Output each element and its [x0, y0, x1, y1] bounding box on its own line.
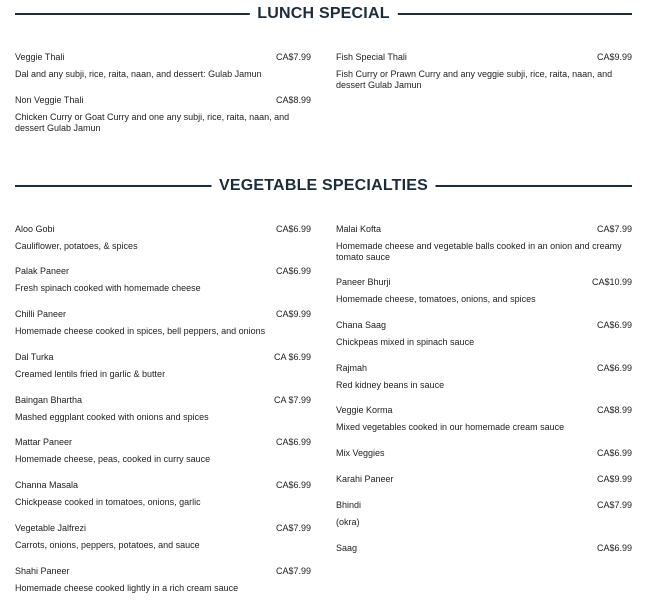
item-name: Karahi Paneer — [336, 474, 394, 484]
menu-item — [336, 543, 632, 554]
item-name: Chana Saag — [336, 320, 387, 330]
menu-item — [15, 437, 311, 465]
item-name: Rajmah — [336, 363, 368, 373]
item-description: Chicken Curry or Goat Curry and one any subji, rice, raita, naan, and dessert Gulab Jamun — [15, 112, 290, 133]
item-price: CA$6.99 — [596, 543, 632, 553]
item-name: Chilli Paneer — [15, 309, 67, 319]
menu-item — [336, 500, 632, 528]
menu-item — [336, 405, 632, 433]
menu-item — [15, 266, 311, 294]
item-name: Aloo Gobi — [15, 224, 55, 234]
item-description: (okra) — [336, 517, 360, 527]
item-name: Saag — [336, 543, 358, 553]
item-description: Cauliflower, potatoes, & spices — [15, 241, 138, 251]
item-price: CA$6.99 — [275, 266, 311, 276]
item-price: CA$6.99 — [596, 363, 632, 373]
item-description: Homemade cheese and vegetable balls cooked in an onion and creamy tomato sauce — [336, 241, 622, 262]
item-name: Vegetable Jalfrezi — [15, 523, 87, 533]
item-description: Dal and any subji, rice, raita, naan, and dessert: Gulab Jamun — [15, 69, 262, 79]
item-name: Palak Paneer — [15, 266, 70, 276]
item-description: Carrots, onions, peppers, potatoes, and sauce — [15, 540, 200, 550]
item-price: CA$9.99 — [596, 474, 632, 484]
item-description: Homemade cheese cooked in spices, bell peppers, and onions — [15, 326, 266, 336]
item-description: Homemade cheese cooked lightly in a rich cream sauce — [15, 583, 239, 593]
item-description: Fish Curry or Prawn Curry and any veggie subji, rice, raita, naan, and dessert Gulab Jamun — [336, 69, 613, 90]
menu-item — [15, 309, 311, 337]
item-price: CA$8.99 — [596, 405, 632, 415]
item-name: Paneer Bhurji — [336, 277, 391, 287]
menu-item — [15, 566, 311, 594]
item-price: CA$6.99 — [275, 480, 311, 490]
item-name: Bhindi — [336, 500, 362, 510]
menu-item — [336, 474, 632, 485]
item-price: CA $7.99 — [273, 395, 311, 405]
item-price: CA$7.99 — [596, 500, 632, 510]
item-name: Malai Kofta — [336, 224, 382, 234]
menu-item — [15, 224, 311, 252]
menu-item — [15, 480, 311, 508]
menu-item — [15, 395, 311, 423]
item-name: Non Veggie Thali — [15, 95, 84, 105]
menu-item — [15, 52, 311, 80]
item-name: Veggie Korma — [336, 405, 393, 415]
section-title: LUNCH SPECIAL — [249, 4, 397, 24]
item-description: Homemade cheese, peas, cooked in curry sauce — [15, 454, 211, 464]
item-price: CA$9.99 — [275, 309, 311, 319]
item-description: Chickpease cooked in tomatoes, onions, garlic — [15, 497, 201, 507]
item-price: CA$9.99 — [596, 52, 632, 62]
item-price: CA$7.99 — [275, 566, 311, 576]
item-price: CA$6.99 — [275, 224, 311, 234]
menu-item — [15, 523, 311, 551]
item-price: CA$7.99 — [275, 52, 311, 62]
item-description: Mashed eggplant cooked with onions and spices — [15, 412, 209, 422]
item-price: CA$10.99 — [591, 277, 632, 287]
item-price: CA$6.99 — [596, 320, 632, 330]
item-description: Mixed vegetables cooked in our homemade cream sauce — [336, 422, 565, 432]
item-price: CA $6.99 — [273, 352, 311, 362]
item-name: Fish Special Thali — [336, 52, 407, 62]
item-description: Homemade cheese, tomatoes, onions, and spices — [336, 294, 536, 304]
item-price: CA$6.99 — [275, 437, 311, 447]
item-name: Channa Masala — [15, 480, 79, 490]
item-name: Veggie Thali — [15, 52, 65, 62]
menu-item — [336, 320, 632, 348]
item-price: CA$8.99 — [275, 95, 311, 105]
vegetable-specialties-header — [15, 176, 632, 196]
menu-item — [15, 95, 311, 134]
menu-item — [336, 277, 632, 305]
item-name: Mattar Paneer — [15, 437, 73, 447]
lunch-special-header — [15, 4, 632, 24]
item-price: CA$6.99 — [596, 448, 632, 458]
item-name: Baingan Bhartha — [15, 395, 83, 405]
item-name: Dal Turka — [15, 352, 54, 362]
item-description: Red kidney beans in sauce — [336, 380, 445, 390]
menu-item — [336, 448, 632, 459]
item-description: Fresh spinach cooked with homemade cheese — [15, 283, 201, 293]
item-name: Shahi Paneer — [15, 566, 70, 576]
menu-item — [15, 352, 311, 380]
section-title: VEGETABLE SPECIALTIES — [211, 176, 436, 196]
menu-item — [336, 363, 632, 391]
item-price: CA$7.99 — [275, 523, 311, 533]
item-description: Chickpeas mixed in spinach sauce — [336, 337, 475, 347]
menu-item — [336, 52, 632, 91]
item-price: CA$7.99 — [596, 224, 632, 234]
item-description: Creamed lentils fried in garlic & butter — [15, 369, 166, 379]
menu-item — [336, 224, 632, 263]
item-name: Mix Veggies — [336, 448, 385, 458]
